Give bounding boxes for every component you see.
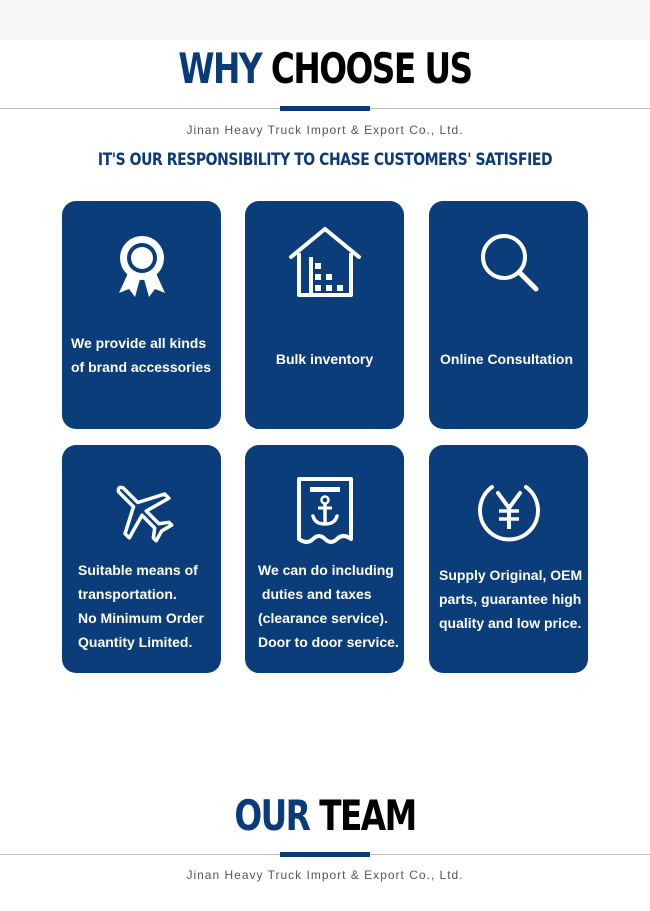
card-line: Supply Original, OEM [439, 567, 583, 583]
card-line: We provide all kinds [71, 335, 207, 351]
card-line: of brand accessories [71, 359, 212, 375]
feature-card-customs-clearance [245, 445, 404, 673]
card-line: Online Consultation [440, 351, 573, 367]
company-name: Jinan Heavy Truck Import & Export Co., Ltd. [186, 868, 464, 882]
card-text [245, 347, 404, 371]
card-line: No Minimum Order [78, 610, 205, 626]
section-title-our-team [72, 791, 579, 841]
card-line: Door to door service. [258, 634, 399, 650]
search-icon [429, 227, 588, 302]
warehouse-icon [245, 223, 404, 304]
feature-card-transportation [62, 445, 221, 673]
card-line: duties and taxes [258, 586, 372, 602]
tagline: IT'S OUR RESPONSIBILITY TO CHASE CUSTOMERS' SATISFIED [97, 150, 553, 170]
card-line: parts, guarantee high [439, 591, 582, 607]
title-accent-bar [280, 106, 370, 111]
title-highlight: OUR [234, 791, 310, 840]
feature-card-online-consultation [429, 201, 588, 429]
card-line: (clearance service). [258, 610, 388, 626]
card-text [245, 558, 404, 654]
yen-coin-icon [429, 475, 588, 550]
title-rest: CHOOSE US [270, 44, 472, 93]
card-text [429, 347, 588, 371]
card-line: Suitable means of [78, 562, 198, 578]
card-text [62, 331, 221, 379]
card-line: Quantity Limited. [78, 634, 193, 650]
card-line: quality and low price. [439, 615, 582, 631]
title-rest: TEAM [319, 791, 416, 840]
card-text [429, 563, 588, 635]
airplane-icon [62, 475, 221, 552]
feature-card-original-parts [429, 445, 588, 673]
anchor-document-icon [245, 475, 404, 552]
feature-card-bulk-inventory [245, 201, 404, 429]
card-text [62, 558, 221, 654]
card-line: transportation. [78, 586, 177, 602]
company-name: Jinan Heavy Truck Import & Export Co., Ltd. [186, 123, 464, 137]
card-line: Bulk inventory [275, 351, 374, 367]
card-line: We can do including [258, 562, 394, 578]
title-accent-bar [280, 852, 370, 857]
award-ribbon-icon [62, 231, 221, 306]
section-title-why-choose-us [72, 44, 579, 94]
top-bar [0, 0, 650, 40]
title-highlight: WHY [178, 44, 262, 93]
feature-card-brand-accessories [62, 201, 221, 429]
